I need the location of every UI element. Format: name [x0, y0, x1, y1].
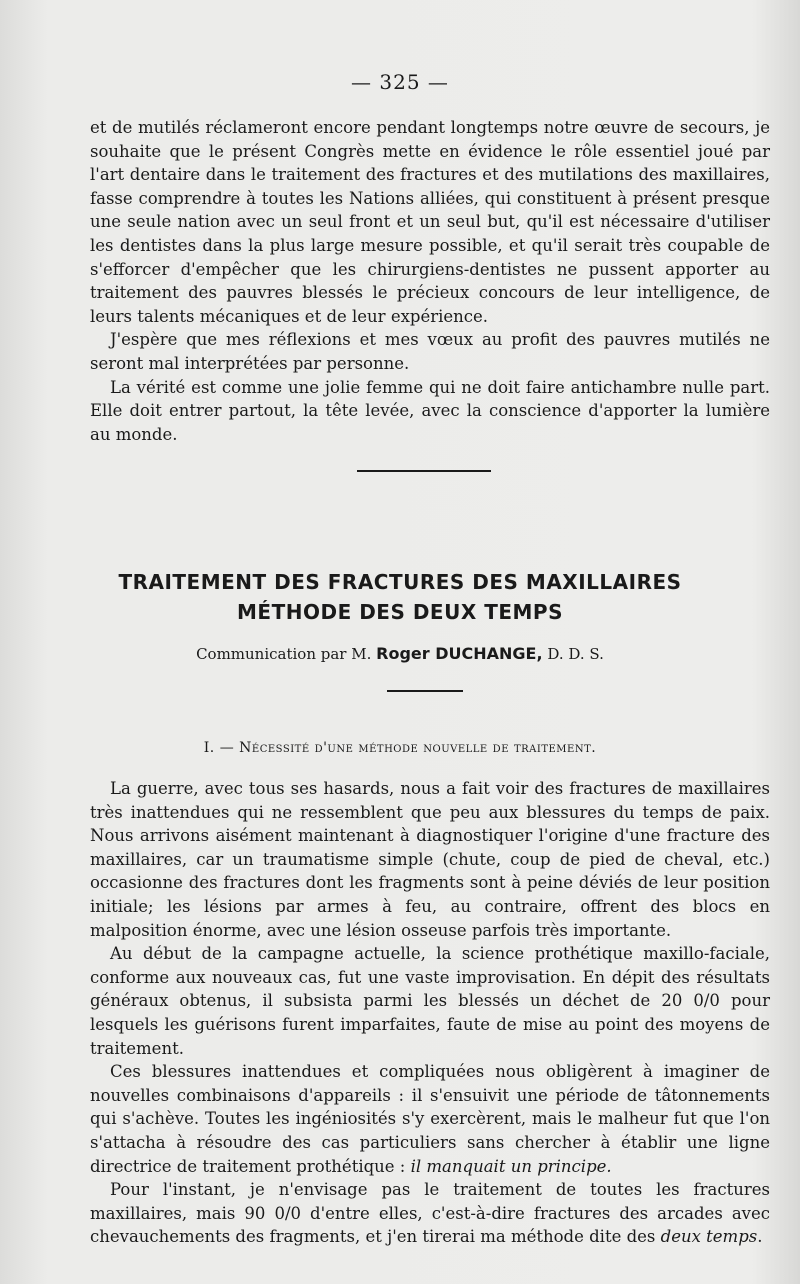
divider — [387, 690, 463, 692]
paragraph — [90, 1178, 770, 1249]
paragraph-text: Pour l'instant, je n'envisage pas le traitement de toutes les fractures maxillaires, mais 90 0/0 d'entre elles, c'est-à-dire fractures des arcades avec chevauchements des fragments, et j'en tirerai ma méthode dite des — [90, 1180, 770, 1247]
author-name: Roger DUCHANGE, — [376, 644, 543, 663]
paragraph-text: Ces blessures inattendues et compliquées nous obligèrent à imaginer de nouvelles combinaisons d'appareils : il s'ensuivit une période de tâtonnements qui s'achève. Toutes les ingéniosités s'y exercèrent, mais le malheur fut que l'on s'attacha à résoudre des cas particuliers sans chercher à établir une ligne directrice de traitement prothétique : — [90, 1062, 770, 1176]
intro-text — [90, 116, 770, 446]
section-title: Nécessité d'une méthode nouvelle de traitement. — [239, 740, 597, 756]
italic-phrase: il manquait un principe. — [410, 1156, 612, 1176]
paragraph: J'espère que mes réflexions et mes vœux au profit des pauvres mutilés ne seront mal interprétées par personne. — [90, 330, 770, 373]
italic-phrase: deux temps — [660, 1227, 758, 1247]
paragraph: Au début de la campagne actuelle, la science prothétique maxillo-faciale, conforme aux nouveaux cas, fut une vaste improvisation. En dépit des résultats généraux obtenus, il subsista parmi les blessés un déchet de 20 0/0 pour lesquels les guérisons furent imparfaites, faute de mise au point des moyens de traitement. — [90, 944, 770, 1058]
paragraph: La guerre, avec tous ses hasards, nous a fait voir des fractures de maxillaires très inattendues qui ne ressemblent que peu aux blessures du temps de paix. Nous arrivons aisément maintenant à diagnostiquer l'origine d'une fracture des maxillaires, car un traumatisme simple (chute, coup de pied de cheval, etc.) occasionne des fractures dont les fragments sont à peine déviés de leur position initiale; les lésions par armes à feu, au contraire, offrent des blocs en malposition énorme, avec une lésion osseuse parfois très importante. — [90, 779, 770, 940]
byline-prefix: Communication par M. — [196, 645, 372, 663]
section-heading — [0, 740, 800, 756]
author-degree: D. D. S. — [547, 645, 604, 663]
article-title: TRAITEMENT DES FRACTURES DES MAXILLAIRES — [118, 570, 682, 594]
byline — [0, 644, 800, 663]
paragraph: et de mutilés réclameront encore pendant longtemps notre œuvre de secours, je souhaite que le présent Congrès mette en évidence le rôle essentiel joué par l'art dentaire dans le traitement des fractures et des mutilations des maxillaires, fasse comprendre à toutes les Nations alliées, qui constituent à présent presque une seule nation avec un seul front et un seul but, qu'il est nécessaire d'utiliser les dentistes dans la plus large mesure possible, et qu'il serait très coupable de s'efforcer d'empêcher que les chirurgiens-dentistes ne pussent apporter au traitement des pauvres blessés le précieux concours de leur intelligence, de leurs talents mécaniques et de leur expérience. — [90, 118, 770, 326]
article-subtitle: MÉTHODE DES DEUX TEMPS — [237, 600, 563, 624]
section-number: I. — — [203, 740, 235, 756]
divider — [357, 470, 491, 472]
body-text — [90, 777, 770, 1249]
paragraph-end: . — [757, 1227, 763, 1247]
paragraph — [90, 1060, 770, 1178]
page-number: — 325 — — [351, 70, 449, 94]
paragraph: La vérité est comme une jolie femme qui ne doit faire antichambre nulle part. Elle doit entrer partout, la tête levée, avec la conscience d'apporter la lumière au monde. — [90, 377, 770, 444]
